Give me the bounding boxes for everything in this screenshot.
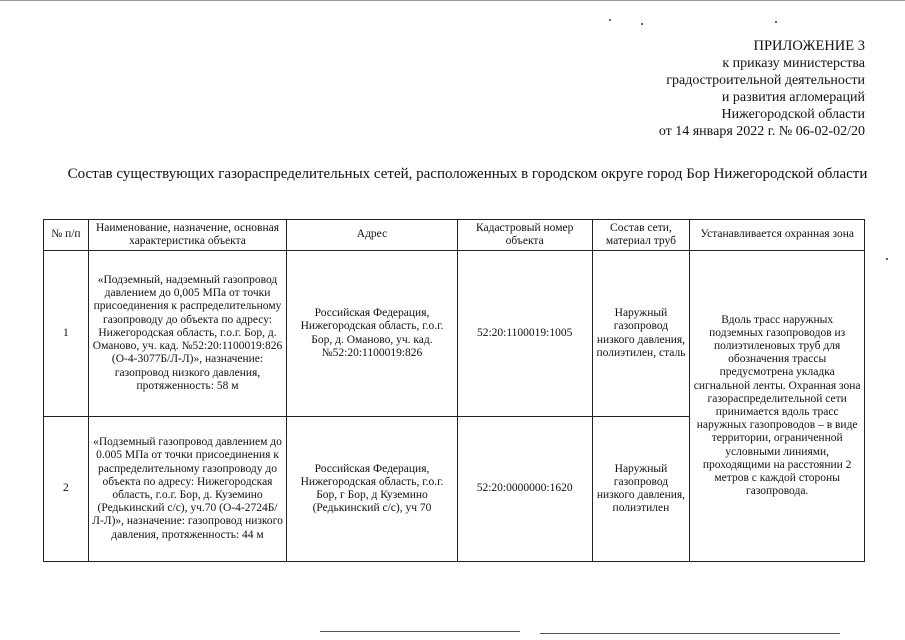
- appendix-header: [659, 38, 865, 140]
- scan-artifact-dot: [775, 21, 777, 23]
- table-header-row: [44, 220, 865, 251]
- row-composition: Наружный газопровод низкого давления, полиэтилен, сталь: [592, 251, 690, 417]
- row-address: Российская Федерация, Нижегородская область, г.о.г. Бор, д. Оманово, уч. кад. №52:20:1100019:826: [287, 251, 458, 417]
- row-num: 2: [44, 417, 89, 562]
- header-cadastral: Кадастровый номер объекта: [457, 220, 592, 251]
- row-cadastral: 52:20:1100019:1005: [457, 251, 592, 417]
- header-name: Наименование, назначение, основная характеристика объекта: [88, 220, 286, 251]
- appendix-line: и развития агломераций: [721, 90, 865, 105]
- document-title: Состав существующих газораспределительных сетей, расположенных в городском округе город Бор Нижегородской области: [67, 166, 868, 182]
- header-num: № п/п: [44, 220, 89, 251]
- scan-artifact-dot: [609, 19, 611, 21]
- scan-artifact-dot: [886, 258, 888, 260]
- appendix-line: градостроительной деятельности: [666, 73, 865, 88]
- scan-artifact-dot: [641, 23, 643, 25]
- header-protection-zone: Устанавливается охранная зона: [690, 220, 865, 251]
- scan-artifact-bottom: [320, 631, 520, 632]
- appendix-title: ПРИЛОЖЕНИЕ 3: [753, 38, 865, 54]
- table-row: [44, 251, 865, 417]
- scan-artifact-bottom: [540, 633, 840, 634]
- appendix-line: Нижегородской области: [721, 107, 865, 122]
- row-num: 1: [44, 251, 89, 417]
- row-name: «Подземный, надземный газопровод давлением до 0,005 МПа от точки присоединения к распределительному газопроводу до объекта по адресу: Нижегородская область, г.о.г. Бор, д. Оманово, уч. кад. №52:20:1100019:826 (О-4-3077Б/Л-Л)», назначение: газопровод низкого давления, протяженность: 58 м: [88, 251, 286, 417]
- row-composition: Наружный газопровод низкого давления, полиэтилен: [592, 417, 690, 562]
- row-address: Российская Федерация, Нижегородская область, г.о.г. Бор, г Бор, д Куземино (Редькинский с/с), уч 70: [287, 417, 458, 562]
- scan-artifact-top: [0, 0, 905, 1]
- gas-network-table: [43, 219, 865, 562]
- protection-zone-cell: Вдоль трасс наружных подземных газопроводов из полиэтиленовых труб для обозначения трассы предусмотрена укладка сигнальной ленты. Охранная зона газораспределительной сети принимается вдоль трасс наружных газопроводов – в виде территории, ограниченной условными линиями, проходящими на расстоянии 2 метров с каждой стороны газопровода.: [690, 251, 865, 562]
- row-name: «Подземный газопровод давлением до 0.005 МПа от точки присоединения к распределительному газопроводу до объекта по адресу: Нижегородская область, г.о.г. Бор, д. Куземино (Редькинский с/с), уч.70 (О-4-2724Б/Л-Л)», назначение: газопровод низкого давления, протяженность: 44 м: [88, 417, 286, 562]
- header-address: Адрес: [287, 220, 458, 251]
- header-composition: Состав сети, материал труб: [592, 220, 690, 251]
- appendix-line: от 14 января 2022 г. № 06-02-02/20: [658, 124, 865, 139]
- row-cadastral: 52:20:0000000:1620: [457, 417, 592, 562]
- appendix-line: к приказу министерства: [722, 56, 865, 71]
